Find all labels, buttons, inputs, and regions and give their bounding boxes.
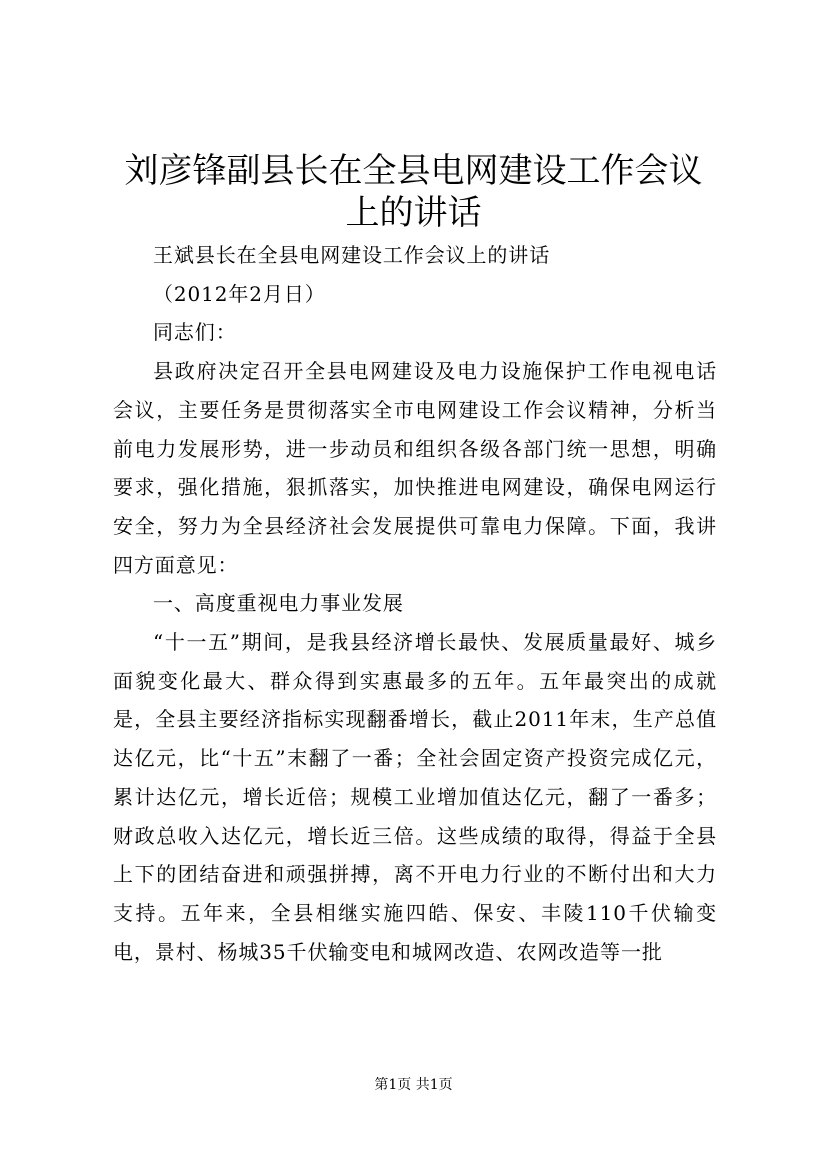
section-heading: 一、高度重视电力事业发展 [153, 591, 404, 616]
page-footer: 第1页 共1页 [374, 1077, 453, 1093]
body-paragraph: “十一五”期间，是我县经济增长最快、发展质量最好、城乡面貌变化最大、群众得到实惠最多的五年。五年最突出的成就是，全县主要经济指标实现翻番增长，截止2011年末，生产总值达亿元，比“十五”末翻了一番；全社会固定资产投资完成亿元，累计达亿元，增长近倍；规模工业增加值达亿元，翻了一番多；财政总收入达亿元，增长近三倍。这些成绩的取得，得益于全县上下的团结奋进和顽强拼搏，离不开电力行业的不断付出和大力支持。五年来，全县相继实施四皓、保安、丰陵110千伏输变电，景村、杨城35千伏输变电和城网改造、农网改造等一批 [113, 630, 717, 964]
subtitle-paragraph: 王斌县长在全县电网建设工作会议上的讲话 [153, 243, 551, 267]
date-paragraph: （2012年2月日） [153, 281, 326, 306]
document-body [113, 236, 717, 971]
salutation-paragraph: 同志们： [153, 320, 237, 345]
document-title: 刘彦锋副县长在全县电网建设工作会议上的讲话 [124, 151, 703, 233]
intro-paragraph: 县政府决定召开全县电网建设及电力设施保护工作电视电话会议，主要任务是贯彻落实全市电网建设工作会议精神，分析当前电力发展形势，进一步动员和组织各级各部门统一思想，明确要求，强化措施，狠抓落实，加快推进电网建设，确保电网运行安全，努力为全县经济社会发展提供可靠电力保障。下面，我讲四方面意见： [113, 359, 717, 577]
